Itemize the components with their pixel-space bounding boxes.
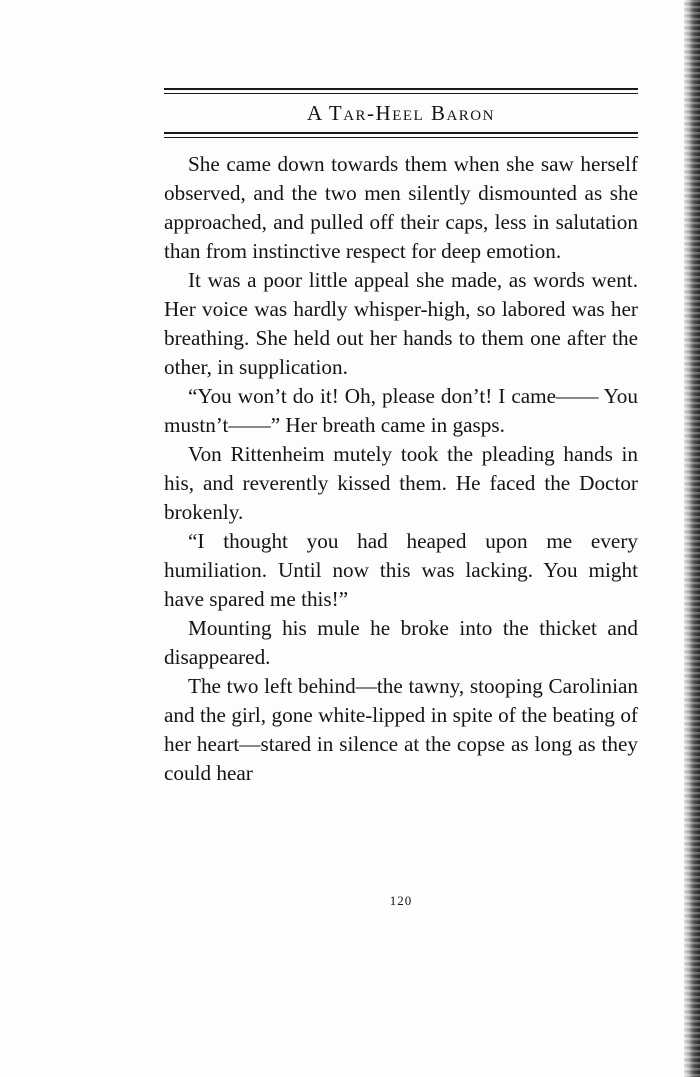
page-number: 120 <box>389 893 413 908</box>
paragraph: Von Rittenheim mutely took the pleading hands in his, and reverently kissed them. He faced the Doctor brokenly. <box>164 442 638 524</box>
page-edge-shadow <box>684 0 700 1077</box>
body-text <box>164 150 638 788</box>
paragraph: She came down towards them when she saw herself observed, and the two men silently dismounted as she approached, and pulled off their caps, less in salutation than from instinctive respect for deep emotion. <box>164 152 638 263</box>
paragraph: Mounting his mule he broke into the thicket and disappeared. <box>164 616 638 669</box>
running-head: A Tar-Heel Baron <box>307 101 495 125</box>
page-header <box>164 88 638 138</box>
paragraph: It was a poor little appeal she made, as words went. Her voice was hardly whisper-high, so labored was her breathing. She held out her hands to them one after the other, in supplication. <box>164 268 638 379</box>
paragraph: “I thought you had heaped upon me every humiliation. Until now this was lacking. You might have spared me this!” <box>164 529 638 611</box>
header-rule-top <box>164 88 638 94</box>
header-rule-bottom <box>164 132 638 138</box>
paragraph: The two left behind—the tawny, stooping Carolinian and the girl, gone white-lipped in spite of the beating of her heart—stared in silence at the copse as long as they could hear <box>164 674 638 785</box>
paragraph: “You won’t do it! Oh, please don’t! I came—— You mustn’t——” Her breath came in gasps. <box>164 384 638 437</box>
